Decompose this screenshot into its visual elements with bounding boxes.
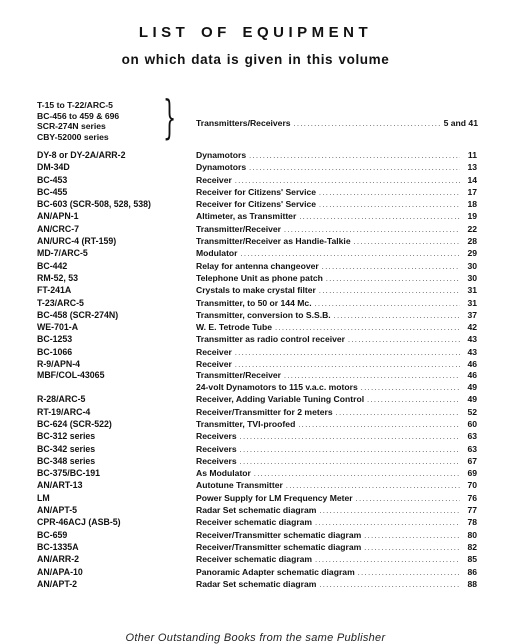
page-number: 43 [467, 334, 477, 345]
page-number: 52 [467, 406, 477, 417]
equipment-model: BC-1066 [37, 346, 73, 357]
list-item [37, 284, 477, 296]
equipment-description: Transmitter/Receiver [196, 370, 282, 381]
page-number: 63 [467, 443, 477, 454]
page-number: 17 [467, 186, 477, 197]
equipment-model: DM-34D [37, 162, 70, 173]
list-item [37, 174, 477, 186]
page-number: 77 [467, 505, 477, 516]
list-item [37, 161, 477, 173]
list-item [37, 309, 477, 321]
equipment-model: AN/APN-1 [37, 211, 79, 222]
equipment-description: Transmitter, conversion to S.S.B. [196, 309, 331, 320]
page-title: LIST OF EQUIPMENT [138, 24, 373, 41]
equipment-description: Receiver for Citizens' Service [196, 199, 317, 210]
page-number: 76 [467, 492, 477, 503]
equipment-description: Transmitter, TVI-proofed [196, 418, 296, 429]
page-number: 86 [467, 566, 477, 577]
equipment-description: Receiver/Transmitter for 2 meters [196, 406, 333, 417]
equipment-description: Modulator [196, 248, 238, 259]
list-item [37, 235, 477, 247]
equipment-model: BC-312 series [37, 431, 96, 442]
list-item [37, 198, 477, 210]
list-item [37, 418, 477, 430]
equipment-description: Receivers [196, 431, 237, 442]
page-number: 37 [467, 309, 477, 320]
equipment-description: Receiver [196, 359, 232, 370]
list-item [37, 297, 477, 309]
equipment-model: BC-458 (SCR-274N) [37, 309, 119, 320]
equipment-model: RM-52, 53 [37, 272, 79, 283]
equipment-model: BC-375/BC-191 [37, 468, 101, 479]
equipment-description: Transmitter/Receiver as Handie-Talkie [196, 236, 351, 247]
curly-brace-icon: } [163, 90, 177, 144]
list-item [37, 260, 477, 272]
equipment-model: BC-455 [37, 186, 68, 197]
page-number: 46 [467, 370, 477, 381]
page-number: 49 [467, 381, 477, 392]
equipment-description: Receiver, Adding Variable Tuning Control [196, 394, 365, 405]
equipment-model: AN/ARR-2 [37, 554, 80, 565]
list-item [37, 210, 477, 222]
list-item [37, 186, 477, 198]
dot-leader [294, 121, 441, 128]
equipment-description: Radar Set schematic diagram [196, 505, 317, 516]
page-number: 29 [467, 248, 477, 259]
list-item [37, 492, 477, 504]
equipment-model: BC-1335A [37, 541, 79, 552]
page-number: 22 [467, 223, 477, 234]
list-item [37, 566, 477, 578]
equipment-description: Receiver/Transmitter schematic diagram [196, 529, 362, 540]
equipment-model: CPR-46ACJ (ASB-5) [37, 517, 121, 528]
list-item [37, 553, 477, 565]
equipment-description: 24-volt Dynamotors to 115 v.a.c. motors [196, 381, 358, 392]
list-item [37, 358, 477, 370]
page-number: 85 [467, 554, 477, 565]
list-item [37, 346, 477, 358]
list-item [37, 333, 477, 345]
list-item [37, 430, 477, 442]
equipment-description: Receiver for Citizens' Service [196, 186, 317, 197]
equipment-model: MD-7/ARC-5 [37, 248, 88, 259]
equipment-model: BC-442 [37, 260, 68, 271]
equipment-model: AN/APT-5 [37, 505, 78, 516]
list-item [37, 370, 477, 382]
page-number: 14 [467, 174, 477, 185]
list-item [37, 149, 477, 161]
grouped-description-line [196, 118, 478, 128]
list-item [37, 321, 477, 333]
list-item [37, 382, 477, 394]
equipment-description: Transmitter/Receiver [196, 223, 282, 234]
equipment-description: Receiver schematic diagram [196, 554, 313, 565]
equipment-model: WE-701-A [37, 322, 79, 333]
equipment-description: Relay for antenna changeover [196, 260, 319, 271]
equipment-model: BC-624 (SCR-522) [37, 418, 112, 429]
list-item [37, 406, 477, 418]
list-item [37, 578, 477, 590]
list-item [37, 455, 477, 467]
footer-text: Other Outstanding Books from the same Publisher [125, 632, 386, 644]
list-item [37, 516, 477, 528]
equipment-description: Telephone Unit as phone patch [196, 272, 323, 283]
equipment-description: Dynamotors [196, 150, 247, 160]
equipment-model: BC-348 series [37, 455, 96, 466]
page-number: 30 [467, 272, 477, 283]
equipment-model: RT-19/ARC-4 [37, 406, 91, 417]
page-number: 31 [467, 285, 477, 296]
equipment-description: As Modulator [196, 468, 251, 479]
list-item [37, 223, 477, 235]
equipment-description: Dynamotors [196, 162, 247, 173]
equipment-model: DY-8 or DY-2A/ARR-2 [37, 150, 126, 160]
entry-description-line [196, 578, 477, 592]
equipment-description: Receiver/Transmitter schematic diagram [196, 541, 362, 552]
equipment-model: R-9/APN-4 [37, 359, 81, 370]
list-item [37, 272, 477, 284]
equipment-model: AN/CRC-7 [37, 223, 80, 234]
equipment-description: Panoramic Adapter schematic diagram [196, 566, 355, 577]
equipment-description: Altimeter, as Transmitter [196, 211, 297, 222]
equipment-model: R-28/ARC-5 [37, 394, 86, 405]
page-number: 63 [467, 431, 477, 442]
equipment-model: BC-603 (SCR-508, 528, 538) [37, 199, 151, 210]
page-number: 18 [467, 199, 477, 210]
grouped-description: Transmitters/Receivers [196, 118, 291, 128]
page-number: 28 [467, 236, 477, 247]
equipment-model: BC-1253 [37, 334, 73, 345]
grouped-models [37, 100, 167, 142]
equipment-description: Receivers [196, 443, 237, 454]
list-item [37, 479, 477, 491]
list-item [37, 443, 477, 455]
page-number: 42 [467, 322, 477, 333]
equipment-description: Transmitter as radio control receiver [196, 334, 346, 345]
equipment-description: Crystals to make crystal filter [196, 285, 316, 296]
equipment-description: Transmitter, to 50 or 144 Mc. [196, 297, 312, 308]
page-number: 30 [467, 260, 477, 271]
equipment-model: FT-241A [37, 285, 72, 296]
page-number: 69 [467, 468, 477, 479]
equipment-model: BC-453 [37, 174, 68, 185]
page-number: 49 [467, 394, 477, 405]
page-number: 19 [467, 211, 477, 222]
list-item [37, 247, 477, 259]
equipment-model: AN/ART-13 [37, 480, 83, 491]
grouped-model-line: CBY-52000 series [37, 131, 109, 142]
list-item [37, 393, 477, 405]
equipment-description: Receiver [196, 174, 232, 185]
page-number: 80 [467, 529, 477, 540]
equipment-model: AN/URC-4 (RT-159) [37, 236, 117, 247]
page-number: 31 [467, 297, 477, 308]
page-number: 46 [467, 359, 477, 370]
equipment-description: Autotune Transmitter [196, 480, 283, 491]
grouped-model-line: SCR-274N series [37, 121, 106, 131]
grouped-entry [37, 90, 478, 148]
page-number: 88 [467, 578, 477, 589]
grouped-model-line: BC-456 to 459 & 696 [37, 110, 120, 121]
page-number: 11 [467, 150, 477, 160]
page-number: 13 [467, 162, 477, 173]
equipment-model: BC-659 [37, 529, 68, 540]
equipment-model: AN/APA-10 [37, 566, 83, 577]
equipment-description: Receivers [196, 455, 237, 466]
page-subtitle: on which data is given in this volume [121, 52, 390, 67]
page-number: 82 [467, 541, 477, 552]
list-item [37, 541, 477, 553]
equipment-model: T-23/ARC-5 [37, 297, 84, 308]
dot-leader [319, 580, 460, 592]
equipment-model: MBF/COL-43065 [37, 370, 105, 381]
equipment-description: Receiver [196, 346, 232, 357]
equipment-model: AN/APT-2 [37, 578, 78, 589]
page-number: 70 [467, 480, 477, 491]
equipment-list [37, 149, 477, 590]
equipment-description: Receiver schematic diagram [196, 517, 313, 528]
page-number: 67 [467, 455, 477, 466]
equipment-description: Radar Set schematic diagram [196, 578, 317, 589]
page-number: 43 [467, 346, 477, 357]
equipment-model: LM [37, 492, 50, 503]
page-number: 60 [467, 418, 477, 429]
grouped-model-line: T-15 to T-22/ARC-5 [37, 100, 113, 110]
equipment-description: W. E. Tetrode Tube [196, 322, 273, 333]
equipment-description: Power Supply for LM Frequency Meter [196, 492, 353, 503]
page-number: 78 [467, 517, 477, 528]
grouped-pages: 5 and 41 [443, 118, 478, 128]
equipment-model: BC-342 series [37, 443, 96, 454]
list-item [37, 529, 477, 541]
list-item [37, 504, 477, 516]
list-item [37, 467, 477, 479]
